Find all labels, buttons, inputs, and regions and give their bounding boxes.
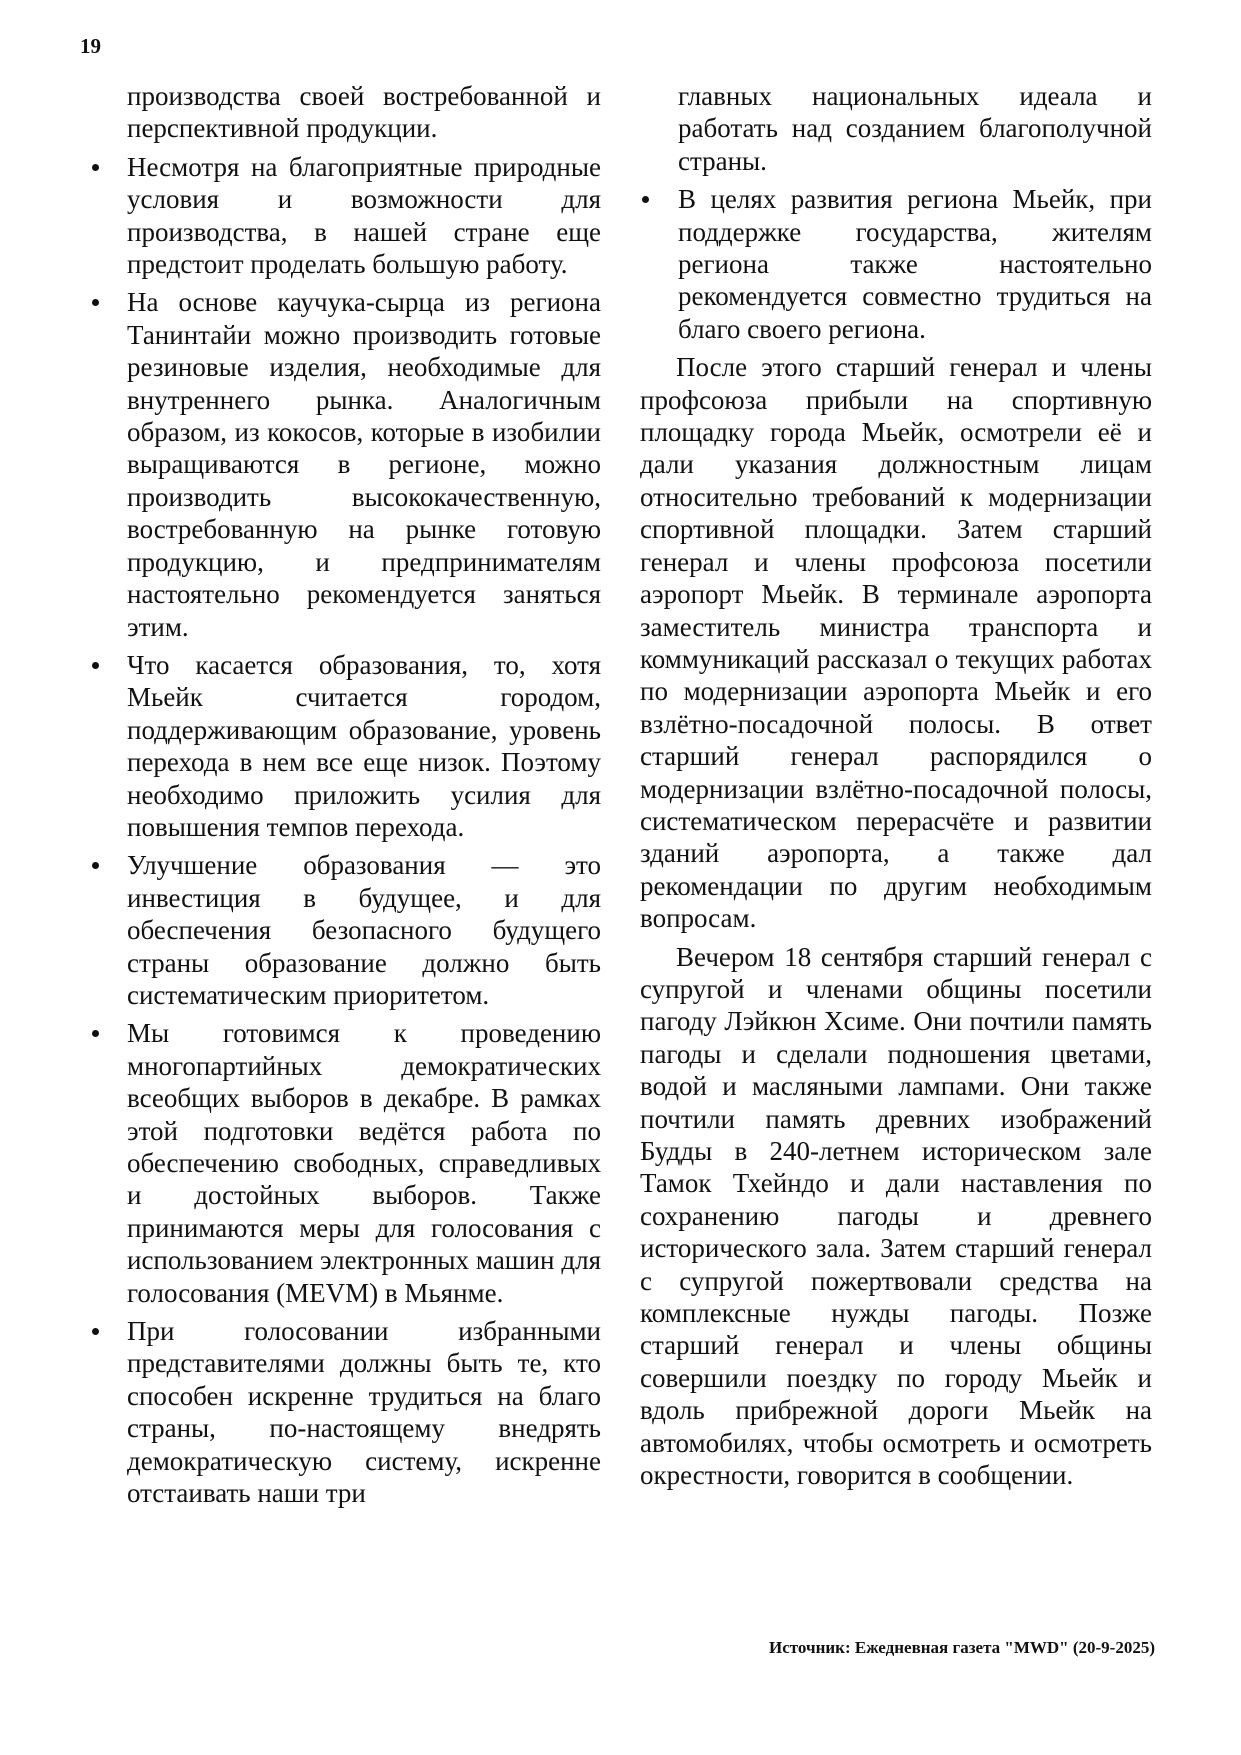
bullet-item: [86, 286, 601, 642]
bullet-list: [640, 183, 1152, 345]
bullet-dot-icon: [92, 299, 99, 306]
left-column: [86, 80, 601, 1515]
bullet-dot-icon: [92, 1030, 99, 1037]
continued-bullet-text: производства своей востребованной и перспективной продукции.: [127, 81, 601, 144]
bullet-item: [86, 151, 601, 281]
bullet-text: Несмотря на благоприятные природные условия и возможности для производства, в нашей стране еще предстоит проделать большую работу.: [127, 151, 601, 280]
bullet-item: [86, 1315, 601, 1509]
bullet-dot-icon: [92, 662, 99, 669]
bullet-text: В целях развития региона Мьейк, при поддержке государства, жителям региона также настоятельно рекомендуется совместно трудиться на благо своего региона.: [678, 184, 1152, 344]
source-attribution: Источник: Ежедневная газета "MWD" (20-9-2025): [769, 1638, 1155, 1657]
bullet-item: [86, 1017, 601, 1309]
continued-bullet-text: главных национальных идеала и работать над созданием благополучной страны.: [678, 81, 1152, 176]
bullet-item: [640, 183, 1152, 345]
bullet-dot-icon: [92, 1328, 99, 1335]
right-column: [640, 80, 1152, 1497]
bullet-text: При голосовании избранными представителями должны быть те, кто способен искренне трудиться на благо страны, по-настоящему внедрять демократическую систему, искренне отстаивать наши три: [127, 1316, 601, 1509]
bullet-dot-icon: [92, 862, 99, 869]
bullet-item: [86, 849, 601, 1011]
page-number: 19: [80, 34, 101, 58]
bullet-text: Улучшение образования — это инвестиция в будущее, и для обеспечения безопасного будущего страны образование должно быть систематическим приоритетом.: [127, 850, 601, 1010]
bullet-dot-icon: [92, 164, 99, 171]
body-paragraph: После этого старший генерал и члены профсоюза прибыли на спортивную площадку города Мьейк, осмотрели её и дали указания должностным лицам относительно требований к модернизации спортивной площадки. Затем старший генерал и члены профсоюза посетили аэропорт Мьейк. В терминале аэропорта заместитель министра транспорта и коммуникаций рассказал о текущих работах по модернизации аэропорта Мьейк и его взлётно-посадочной полосы. В ответ старший генерал распорядился о модернизации взлётно-посадочной полосы, систематическом перерасчёте и развитии зданий аэропорта, а также дал рекомендации по другим необходимым вопросам.: [640, 352, 1152, 934]
bullet-text: На основе каучука-сырца из региона Танинтайи можно производить готовые резиновые изделия, необходимые для внутреннего рынка. Аналогичным образом, из кокосов, которые в изобилии выращиваются в регионе, можно производить высококачественную, востребованную на рынке готовую продукцию, и предпринимателям настоятельно рекомендуется заняться этим.: [127, 287, 601, 642]
bullet-text: Мы готовимся к проведению многопартийных демократических всеобщих выборов в декабре. В рамках этой подготовки ведётся работа по обеспечению свободных, справедливых и достойных выборов. Также принимаются меры для голосования с использованием электронных машин для голосования (MEVM) в Мьянме.: [127, 1018, 601, 1308]
bullet-item: [86, 649, 601, 843]
bullet-dot-icon: [642, 196, 649, 203]
body-paragraph: Вечером 18 сентября старший генерал с супругой и членами общины посетили пагоду Лэйкюн Хсиме. Они почтили память пагоды и сделали подношения цветами, водой и масляными лампами. Они также почтили память древних изображений Будды в 240-летнем историческом зале Тамок Тхейндо и дали наставления по сохранению пагоды и древнего исторического зала. Затем старший генерал с супругой пожертвовали средства на комплексные нужды пагоды. Позже старший генерал и члены общины совершили поездку по городу Мьейк и вдоль прибрежной дороги Мьейк на автомобилях, чтобы осмотреть и осмотреть окрестности, говорится в сообщении.: [640, 941, 1152, 1491]
bullet-text: Что касается образования, то, хотя Мьейк считается городом, поддерживающим образование, уровень перехода в нем все еще низок. Поэтому необходимо приложить усилия для повышения темпов перехода.: [127, 649, 601, 842]
bullet-list: [86, 151, 601, 1510]
